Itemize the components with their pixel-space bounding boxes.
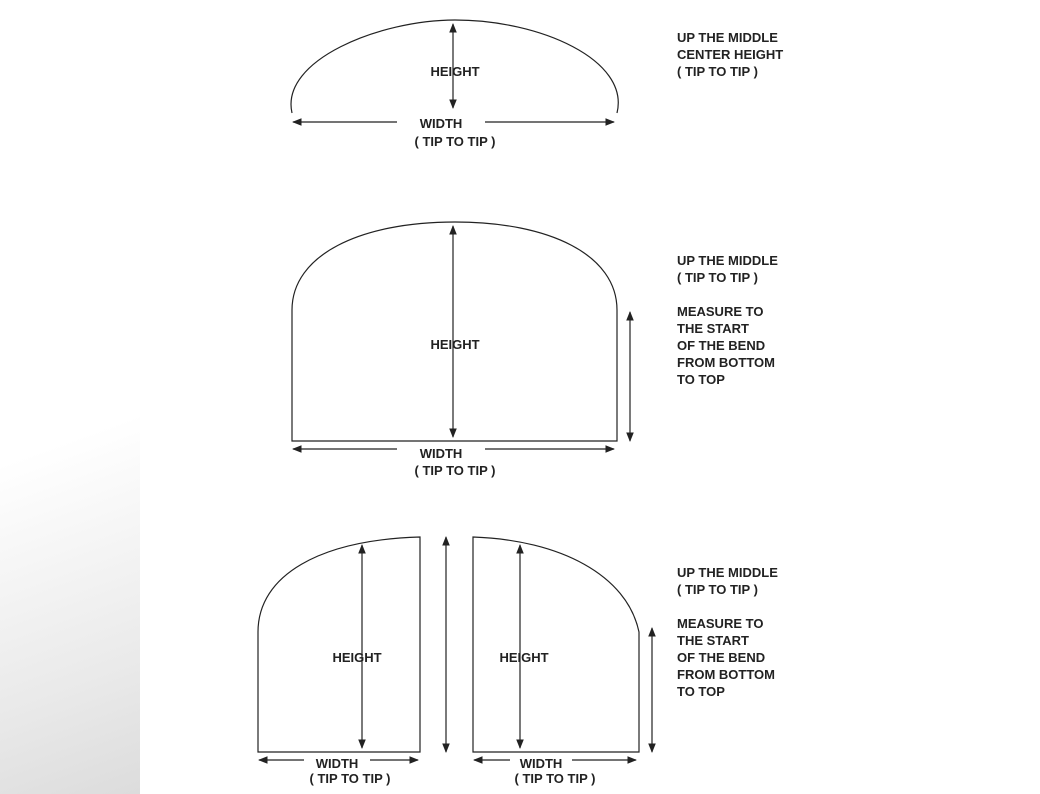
half-round-figure bbox=[291, 20, 618, 149]
width-label: WIDTH bbox=[315, 756, 359, 771]
note-line: ( TIP TO TIP ) bbox=[677, 64, 758, 79]
quarter-round-note bbox=[677, 565, 778, 699]
note-line: UP THE MIDDLE bbox=[677, 30, 778, 45]
height-label: HEIGHT bbox=[499, 650, 549, 665]
quarter-round-left-figure bbox=[258, 537, 446, 786]
height-label: HEIGHT bbox=[430, 337, 480, 352]
width-label: WIDTH bbox=[419, 116, 463, 131]
note-line: UP THE MIDDLE bbox=[677, 253, 778, 268]
quarter-round-left-shape bbox=[258, 537, 420, 752]
note-line: THE START bbox=[677, 321, 749, 336]
note-line: UP THE MIDDLE bbox=[677, 565, 778, 580]
quarter-round-right-figure bbox=[473, 537, 652, 786]
width-label: WIDTH bbox=[519, 756, 563, 771]
half-round-note bbox=[677, 30, 783, 79]
note-line: FROM BOTTOM bbox=[677, 667, 775, 682]
height-label: HEIGHT bbox=[430, 64, 480, 79]
width-label: WIDTH bbox=[419, 446, 463, 461]
tip-to-tip-label: ( TIP TO TIP ) bbox=[414, 134, 496, 149]
note-line: MEASURE TO bbox=[677, 304, 764, 319]
note-line: FROM BOTTOM bbox=[677, 355, 775, 370]
note-line: TO TOP bbox=[677, 684, 725, 699]
tip-to-tip-label: ( TIP TO TIP ) bbox=[309, 771, 391, 786]
note-line: CENTER HEIGHT bbox=[677, 47, 784, 62]
quarter-round-right-shape bbox=[473, 537, 639, 752]
note-line: ( TIP TO TIP ) bbox=[677, 270, 758, 285]
note-line: ( TIP TO TIP ) bbox=[677, 582, 758, 597]
note-line: OF THE BEND bbox=[677, 338, 766, 353]
note-line: MEASURE TO bbox=[677, 616, 764, 631]
note-line: THE START bbox=[677, 633, 749, 648]
arch-top-figure bbox=[292, 222, 630, 478]
arch-top-shape bbox=[292, 222, 617, 441]
note-line: OF THE BEND bbox=[677, 650, 766, 665]
tip-to-tip-label: ( TIP TO TIP ) bbox=[414, 463, 496, 478]
height-label: HEIGHT bbox=[332, 650, 382, 665]
tip-to-tip-label: ( TIP TO TIP ) bbox=[514, 771, 596, 786]
note-line: TO TOP bbox=[677, 372, 725, 387]
arch-top-note bbox=[677, 253, 778, 387]
